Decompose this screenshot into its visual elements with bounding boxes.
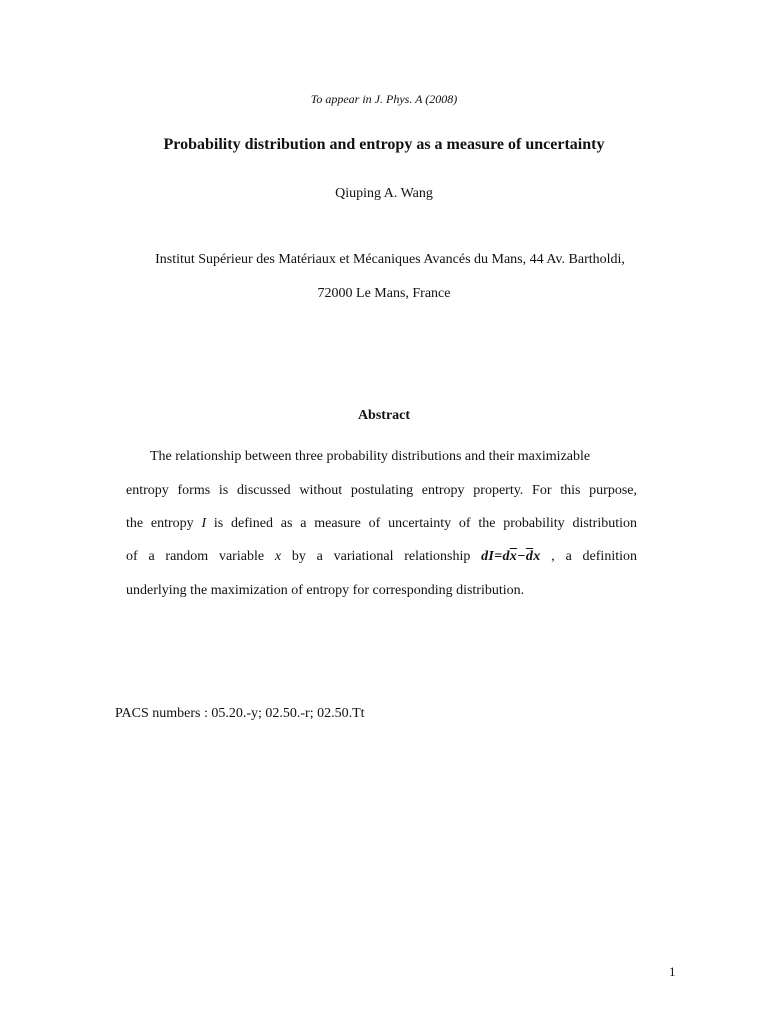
formula-equals: = bbox=[494, 549, 503, 564]
abstract-line-4-post: , a definition bbox=[540, 549, 637, 564]
publication-note: To appear in J. Phys. A (2008) bbox=[310, 92, 458, 106]
abstract-line-1 bbox=[126, 449, 637, 465]
affiliation-line-2: 72000 Le Mans, France bbox=[317, 286, 451, 301]
formula-x: x bbox=[533, 549, 541, 564]
abstract-line-5: underlying the maximization of entropy for corresponding distribution. bbox=[126, 583, 525, 598]
abstract-line-2: entropy forms is discussed without postulating entropy property. For this purpose, bbox=[126, 483, 637, 498]
variational-formula bbox=[481, 549, 540, 564]
abstract-line-3-pre: the entropy bbox=[126, 516, 202, 531]
formula-d-bar: $\overline{d}$ bbox=[525, 549, 534, 564]
abstract-line-4 bbox=[126, 549, 637, 565]
entropy-symbol: I bbox=[201, 516, 207, 531]
formula-minus: − bbox=[517, 549, 526, 564]
abstract-line-3-post: is defined as a measure of uncertainty of the probability distribution bbox=[206, 516, 638, 531]
abstract-line-3 bbox=[126, 516, 637, 532]
abstract-heading: Abstract bbox=[357, 408, 411, 423]
author-name: Qiuping A. Wang bbox=[335, 186, 433, 201]
page-number: 1 bbox=[669, 964, 676, 979]
formula-d: d bbox=[502, 549, 510, 564]
formula-dI: dI bbox=[481, 549, 495, 564]
formula-x-bar: $\overline{x}$ bbox=[509, 549, 518, 564]
abstract-line-4-mid: by a variational relationship bbox=[281, 549, 482, 564]
pacs-numbers: PACS numbers : 05.20.-y; 02.50.-r; 02.50.Tt bbox=[115, 706, 365, 721]
paper-title: Probability distribution and entropy as a measure of uncertainty bbox=[163, 136, 605, 153]
abstract-line-4-pre: of a random variable bbox=[126, 549, 275, 564]
affiliation-line-1: Institut Supérieur des Matériaux et Mécaniques Avancés du Mans, 44 Av. Bartholdi, bbox=[155, 252, 625, 267]
abstract-line-1-text: The relationship between three probability distributions and their maximizable bbox=[150, 449, 591, 464]
variable-symbol: x bbox=[274, 549, 282, 564]
